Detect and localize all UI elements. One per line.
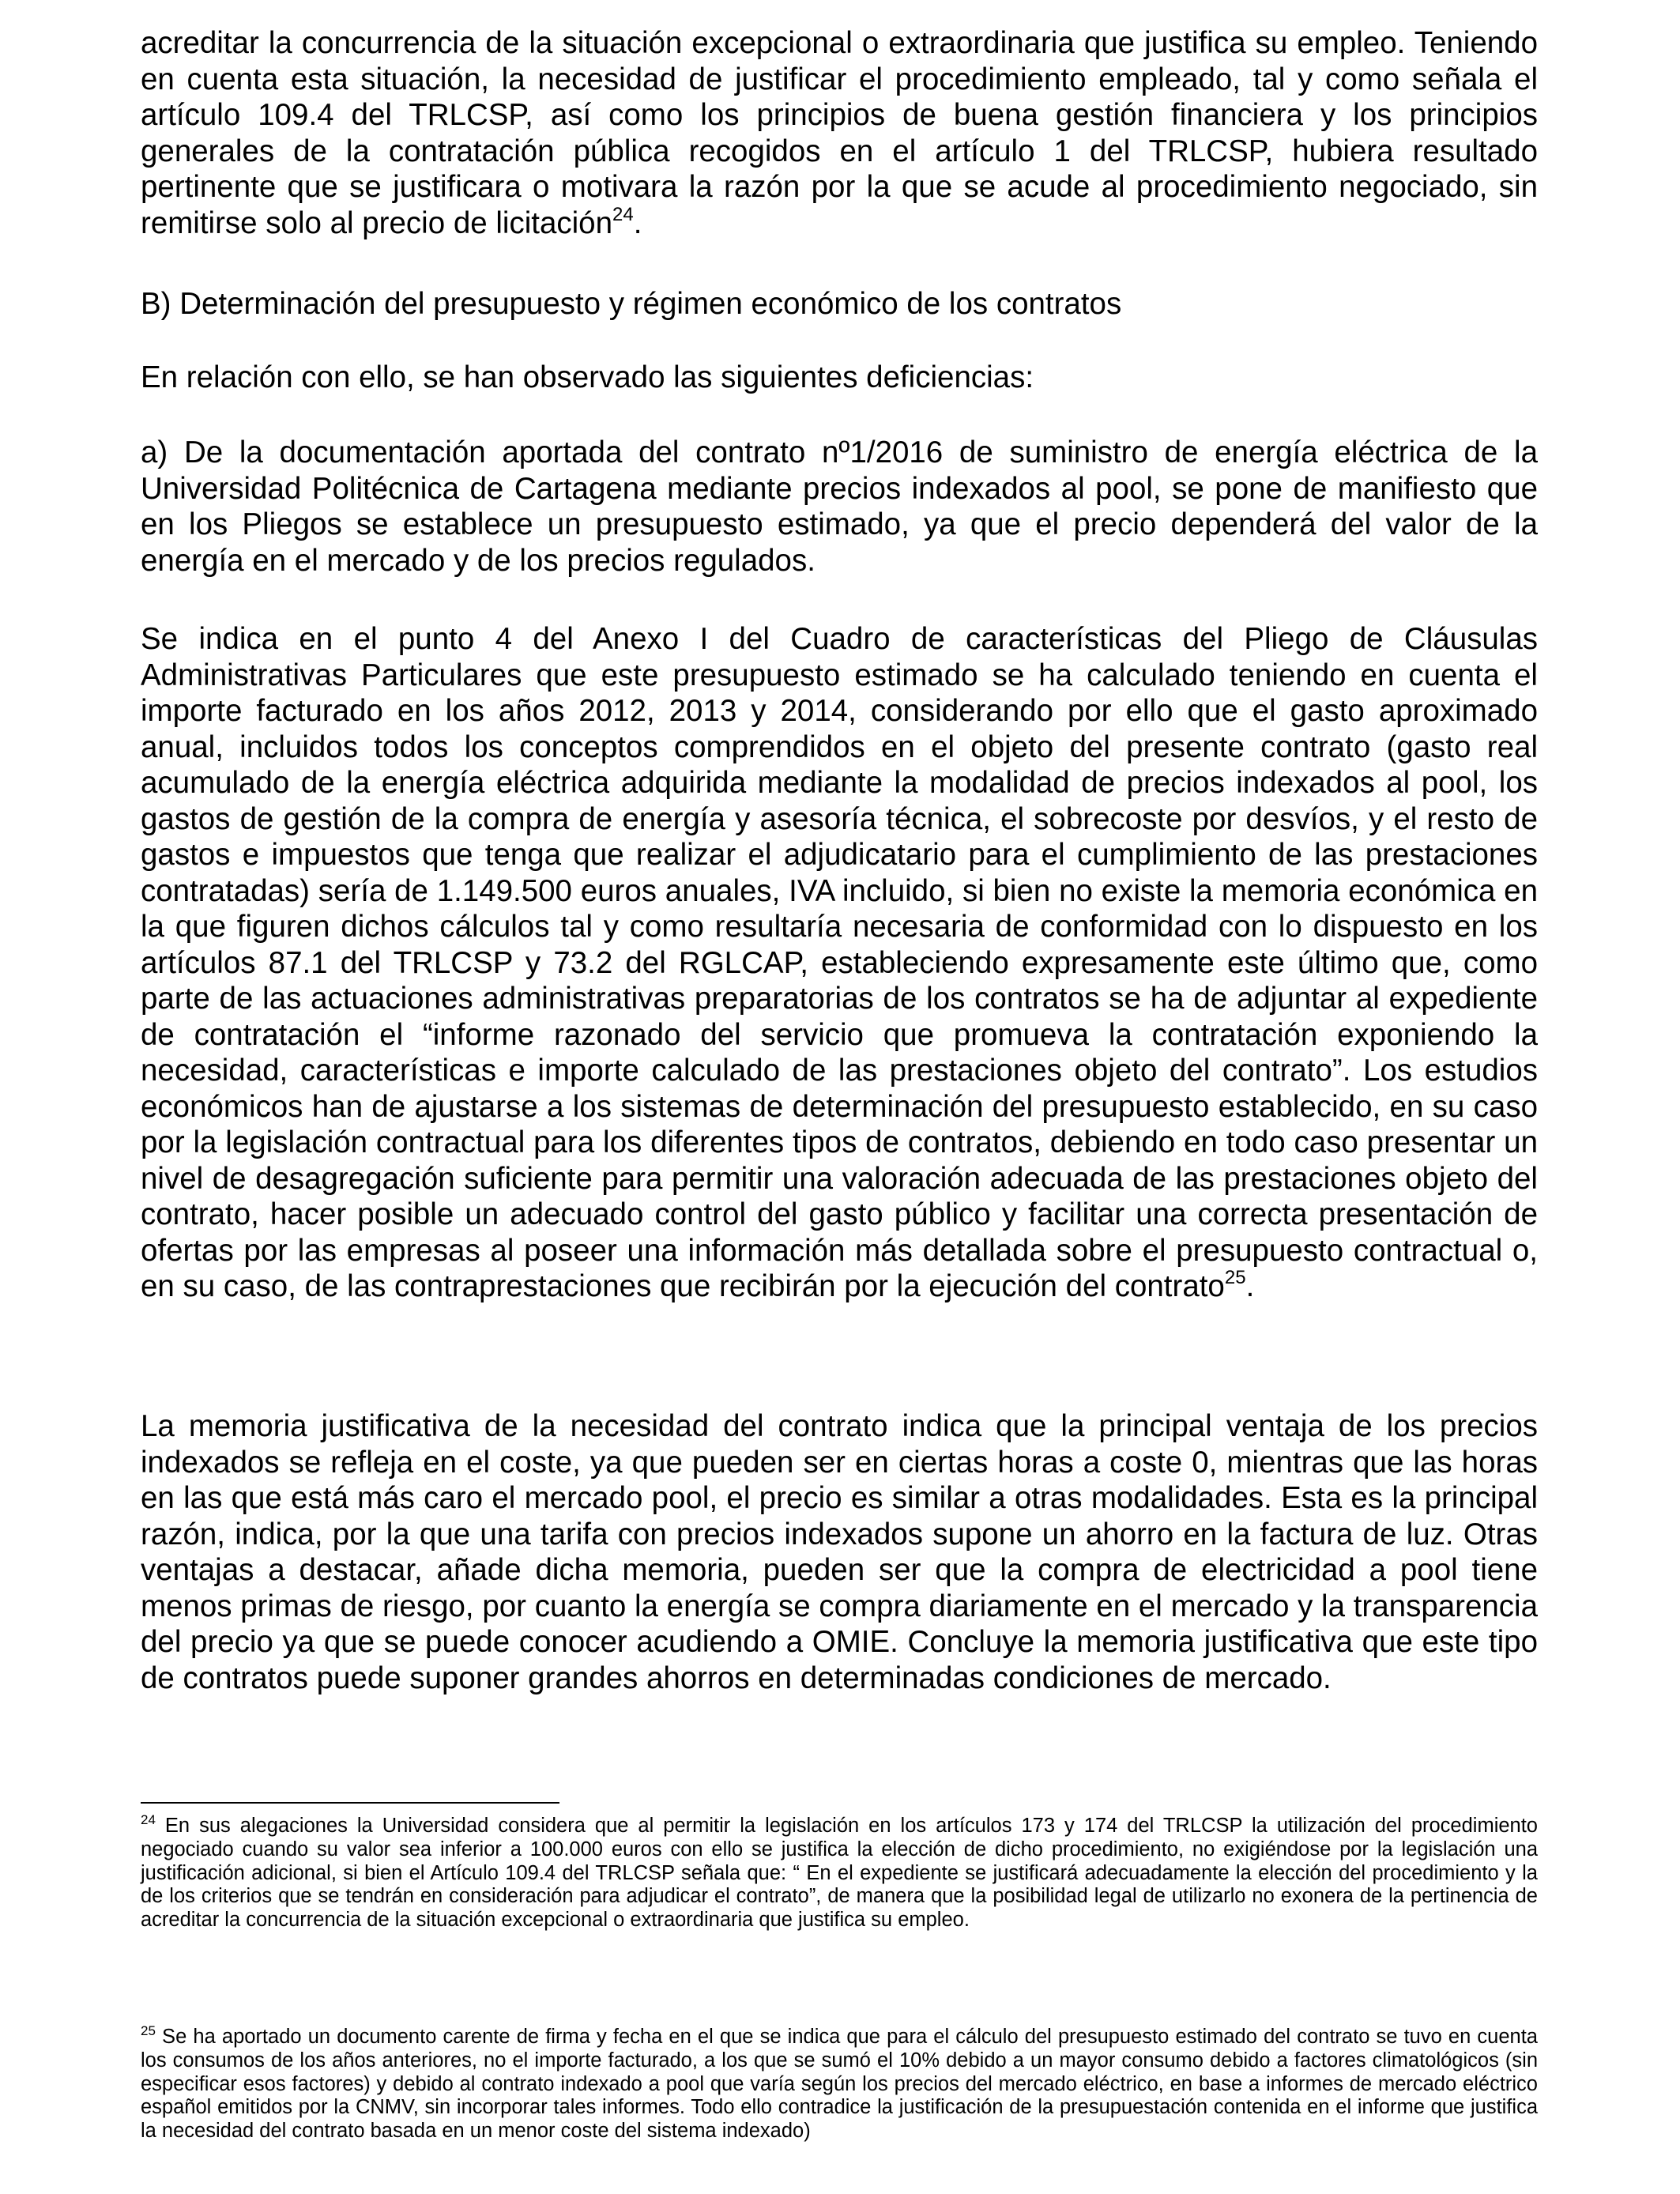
paragraph-indica-text: Se indica en el punto 4 del Anexo I del Cuadro de características del Pliego de Cláusulas Administrativas Particulares que este presupuesto estimado se ha calculado teniendo en cuenta el importe facturado en los años 2012, 2013 y 2014, considerando por ello que el gasto aproximado anual, incluidos todos los conceptos comprendidos en el objeto del presente contrato (gasto real acumulado de la energía eléctrica adquirida mediante la modalidad de precios indexados al pool, los gastos de gestión de la compra de energía y asesoría técnica, el sobrecoste por desvíos, y el resto de gastos e impuestos que tenga que realizar el adjudicatario para el cumplimiento de las prestaciones contratadas) sería de 1.149.500 euros anuales, IVA incluido, si bien no existe la memoria económica en la que figuren dichos cálculos tal y como resultaría necesaria de conformidad con lo dispuesto en los artículos 87.1 del TRLCSP y 73.2 del RGLCAP, estableciendo expresamente este último que, como parte de las actuaciones administrativas preparatorias de los contratos se ha de adjuntar al expediente de contratación el “informe razonado del servicio que promueva la contratación exponiendo la necesidad, características e importe calculado de las prestaciones objeto del contrato”. Los estudios económicos han de ajustarse a los sistemas de determinación del presupuesto establecido, en su caso por la legislación contractual para los diferentes tipos de contratos, debiendo en todo caso presentar un nivel de desagregación suficiente para permitir una valoración adecuada de las prestaciones objeto del contrato, hacer posible un adecuado control del gasto público y facilitar una correcta presentación de ofertas por las empresas al poseer una información más detallada sobre el presupuesto contractual o, en su caso, de las contraprestaciones que recibirán por la ejecución del contrato — [141, 622, 1538, 1303]
paragraph-indica — [141, 621, 1538, 1305]
footnote-text: Se ha aportado un documento carente de firma y fecha en el que se indica que para el cálculo del presupuesto estimado del contrato se tuvo en cuenta los consumos de los años anteriores, no el importe facturado, a los que se sumó el 10% debido a un mayor consumo debido a factores climatológicos (sin especificar esos factores) y debido al contrato indexado a pool que varía según los precios del mercado eléctrico, en base a informes de mercado eléctrico español emitidos por la CNMV, sin incorporar tales informes. Todo ello contradice la justificación de la presupuestación contenida en el informe que justifica la necesidad del contrato basada en un menor coste del sistema indexado) — [141, 2026, 1538, 2143]
paragraph-memoria: La memoria justificativa de la necesidad del contrato indica que la principal ventaja de los precios indexados se refleja en el coste, ya que pueden ser en ciertas horas a coste 0, mientras que las horas en las que está más caro el mercado pool, el precio es similar a otras modalidades. Esta es la principal razón, indica, por la que una tarifa con precios indexados supone un ahorro en la factura de luz. Otras ventajas a destacar, añade dicha memoria, pueden ser que la compra de electricidad a pool tiene menos primas de riesgo, por cuanto la energía se compra diariamente en el mercado y la transparencia del precio ya que se puede conocer acudiendo a OMIE. Concluye la memoria justificativa que este tipo de contratos puede suponer grandes ahorros en determinadas condiciones de mercado. — [141, 1409, 1538, 1695]
paragraph-intro — [141, 25, 1538, 241]
footnote-24 — [141, 1812, 1538, 1932]
footnote-number: 24 — [141, 1812, 156, 1827]
paragraph-item-a: a) De la documentación aportada del contrato nº1/2016 de suministro de energía eléctrica de la Universidad Politécnica de Cartagena mediante precios indexados al pool, se pone de manifiesto que en los Pliegos se establece un presupuesto estimado, ya que el precio dependerá del valor de la energía en el mercado y de los precios regulados. — [141, 435, 1538, 578]
footnote-ref-24[interactable]: 24 — [612, 203, 634, 225]
paragraph-relation: En relación con ello, se han observado las siguientes deficiencias: — [141, 360, 1034, 394]
footnote-ref-25[interactable]: 25 — [1224, 1267, 1246, 1288]
section-heading: B) Determinación del presupuesto y régimen económico de los contratos — [141, 287, 1122, 321]
paragraph-intro-text: acreditar la concurrencia de la situación excepcional o extraordinaria que justifica su empleo. Teniendo en cuenta esta situación, la necesidad de justificar el procedimiento empleado, tal y como señala el artículo 109.4 del TRLCSP, así como los principios de buena gestión financiera y los principios generales de la contratación pública recogidos en el artículo 1 del TRLCSP, hubiera resultado pertinente que se justificara o motivara la razón por la que se acude al procedimiento negociado, sin remitirse solo al precio de licitación — [141, 26, 1538, 240]
footnote-number: 25 — [141, 2023, 156, 2038]
paragraph-intro-end: . — [633, 205, 642, 240]
footnote-25 — [141, 2023, 1538, 2143]
footnote-separator — [141, 1802, 559, 1804]
footnote-text: En sus alegaciones la Universidad considera que al permitir la legislación en los artículos 173 y 174 del TRLCSP la utilización del procedimiento negociado cuando su valor sea inferior a 100.000 euros con ello se justifica la elección de dicho procedimiento, no exigiéndose por la legislación una justificación adicional, si bien el Artículo 109.4 del TRLCSP señala que: “ En el expediente se justificará adecuadamente la elección del procedimiento y la de los criterios que se tendrán en consideración para adjudicar el contrato”, de manera que la posibilidad legal de utilizarlo no exonera de la pertinencia de acreditar la concurrencia de la situación excepcional o extraordinaria que justifica su empleo. — [141, 1815, 1538, 1932]
paragraph-indica-end: . — [1245, 1269, 1255, 1303]
